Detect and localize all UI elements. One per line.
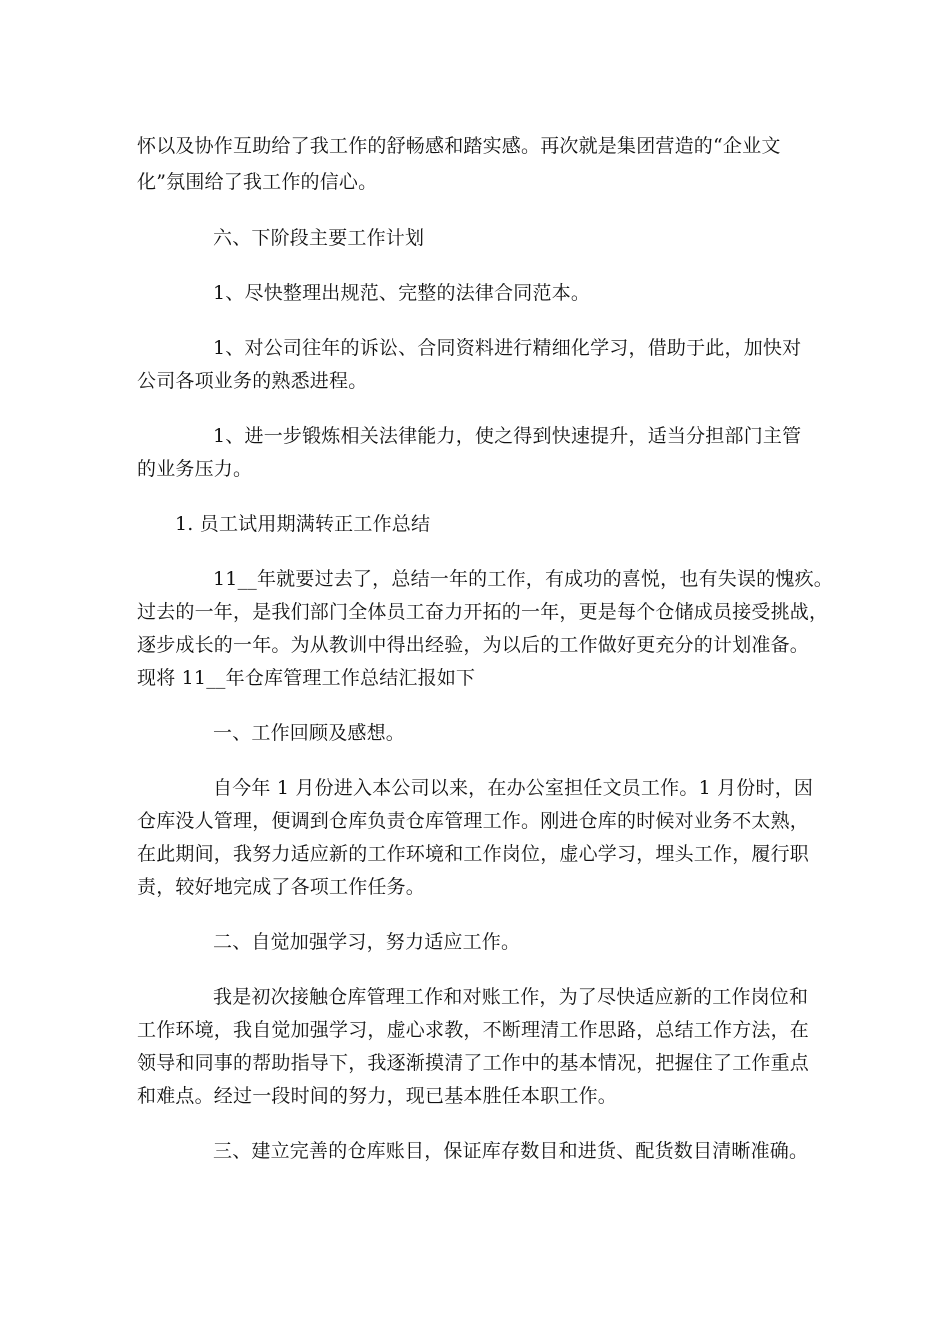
- text-line: 逐步成长的一年。为从教训中得出经验，为以后的工作做好更充分的计划准备。: [137, 634, 810, 656]
- text-line: 自今年 1 月份进入本公司以来，在办公室担任文员工作。1 月份时，因: [213, 777, 814, 799]
- section-heading: 三、建立完善的仓库账目，保证库存数目和进货、配货数目清晰准确。: [213, 1140, 809, 1162]
- text-line: 工作环境，我自觉加强学习，虚心求教，不断理清工作思路，总结工作方法，在: [137, 1019, 810, 1041]
- text-line: 在此期间，我努力适应新的工作环境和工作岗位，虚心学习，埋头工作，履行职: [137, 843, 810, 865]
- text-line: 怀以及协作互助给了我工作的舒畅感和踏实感。再次就是集团营造的“企业文: [137, 135, 781, 157]
- section-heading: 二、自觉加强学习，努力适应工作。: [213, 931, 521, 953]
- text-line: 责，较好地完成了各项工作任务。: [137, 876, 426, 898]
- text-line: 我是初次接触仓库管理工作和对账工作，为了尽快适应新的工作岗位和: [213, 986, 809, 1008]
- text-line: 过去的一年，是我们部门全体员工奋力开拓的一年，更是每个仓储成员接受挑战，: [137, 601, 829, 623]
- list-item: 1、尽快整理出规范、完整的法律合同范本。: [213, 282, 591, 304]
- list-item: 1、对公司往年的诉讼、合同资料进行精细化学习，借助于此，加快对: [213, 337, 802, 359]
- section-heading: 一、工作回顾及感想。: [213, 722, 406, 744]
- text-line: 化”氛围给了我工作的信心。: [137, 171, 378, 193]
- text-line: 的业务压力。: [137, 458, 253, 480]
- text-line: 和难点。经过一段时间的努力，现已基本胜任本职工作。: [137, 1085, 618, 1107]
- text-line: 领导和同事的帮助指导下，我逐渐摸清了工作中的基本情况，把握住了工作重点: [137, 1052, 810, 1074]
- text-line: 公司各项业务的熟悉进程。: [137, 370, 368, 392]
- text-line: 仓库没人管理，便调到仓库负责仓库管理工作。刚进仓库的时候对业务不太熟，: [137, 810, 810, 832]
- text-line: 11__年就要过去了，总结一年的工作，有成功的喜悦，也有失误的愧疚。: [213, 568, 833, 590]
- article-title: 1. 员工试用期满转正工作总结: [175, 513, 431, 535]
- list-item: 1、进一步锻炼相关法律能力，使之得到快速提升，适当分担部门主管: [213, 425, 802, 447]
- section-heading: 六、下阶段主要工作计划: [213, 227, 425, 249]
- text-line: 现将 11__年仓库管理工作总结汇报如下: [137, 667, 476, 689]
